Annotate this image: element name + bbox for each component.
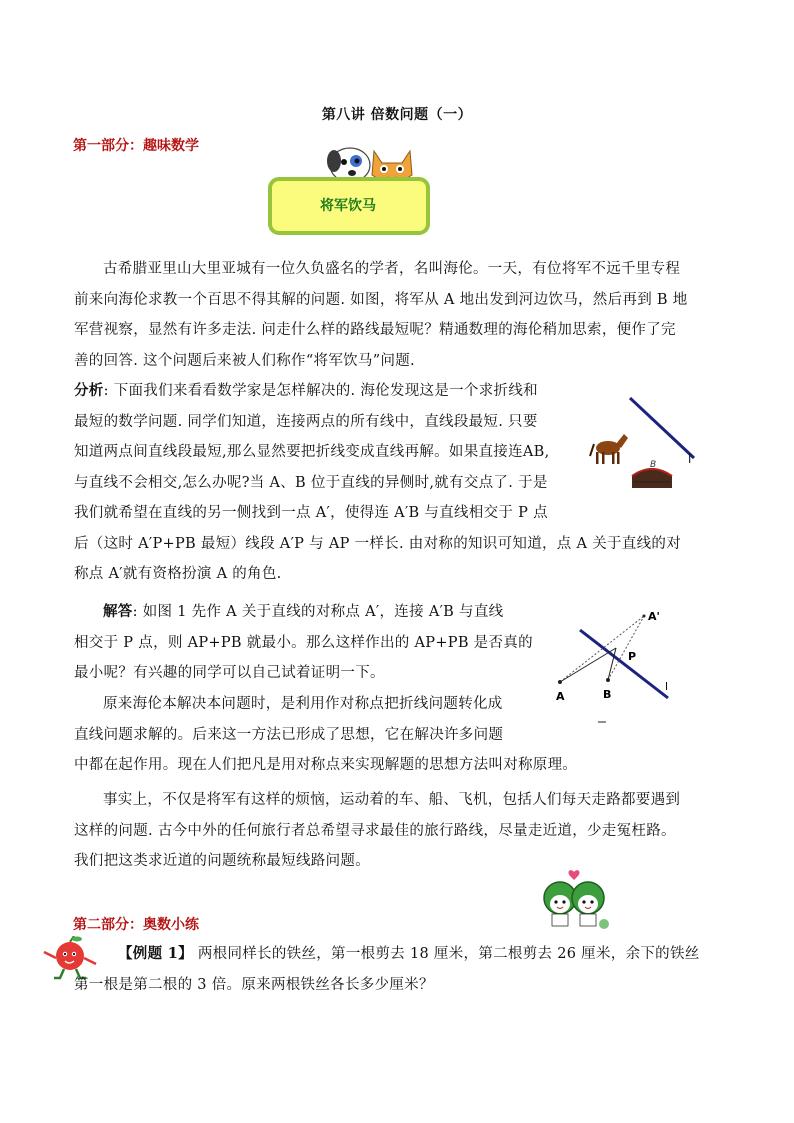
line-label: l <box>688 452 692 466</box>
label-a: A <box>556 690 565 703</box>
banner-label: 将军饮马 <box>320 198 376 214</box>
text-line: 两根同样长的铁丝，第一根剪去 18 厘米，第二根剪去 26 厘米，余下的铁丝 <box>192 946 700 962</box>
point-b-label: B <box>650 460 657 470</box>
text-line: 最小呢？有兴趣的同学可以自己试着证明一下。 <box>74 665 385 681</box>
point-a <box>558 680 562 684</box>
banner-illustration <box>262 145 434 237</box>
text-line: 称点 A′就有资格扮演 A 的角色. <box>74 566 282 582</box>
text-line: 军营视察，显然有许多走法. 问走什么样的路线最短呢？精通数理的海伦稍加思索，便作了完 <box>74 322 676 338</box>
text-line: 中都在起作用。现在人们把凡是用对称点来实现解题的思想方法叫对称原理。 <box>74 757 578 773</box>
mirror-line <box>580 630 668 698</box>
yurt-icon <box>632 468 672 488</box>
text-line: 后（这时 A′P+PB 最短）线段 A′P 与 AP 一样长. 由对称的知识可知道，点 A 关于直线的对 <box>74 535 681 552</box>
segment-ap <box>560 648 616 682</box>
segment-a-prime-b <box>608 616 644 680</box>
text-line: : 如图 1 先作 A 关于直线的对称点 A′，连接 A′B 与直线 <box>132 604 504 620</box>
point-b <box>606 678 610 682</box>
text-line: 前来向海伦求教一个百思不得其解的问题. 如图，将军从 A 地出发到河边饮马，然后再到 B 地 <box>74 291 688 308</box>
text-line: 古希腊亚里山大里亚城有一位久负盛名的学者，名叫海伦。一天，有位将军不远千里专程 <box>103 261 681 277</box>
example-1-label: 【例题 1】 <box>118 945 193 962</box>
section-heading-olympiad-practice: 第二部分：奥数小练 <box>73 917 199 933</box>
text-line: 直线问题求解的。后来这一方法已形成了思想，它在解决许多问题 <box>74 726 504 743</box>
figure-reflection-diagram <box>550 604 680 726</box>
text-line: 知道两点间直线段最短,那么显然要把折线变成直线再解。如果直接连AB, <box>74 444 550 460</box>
text-line: 我们就希望在直线的另一侧找到一点 A′，使得连 A′B 与直线相交于 P 点 <box>74 505 548 521</box>
example-1 <box>74 939 734 1000</box>
horse-icon <box>590 434 628 464</box>
analysis-label: 分析 <box>74 382 104 399</box>
text-line: 事实上，不仅是将军有这样的烦恼，运动着的车、船、飞机，包括人们每天走路都要遇到 <box>103 792 681 808</box>
label-b: B <box>603 688 612 701</box>
river-line <box>630 398 694 458</box>
text-line: 第一根是第二根的 3 倍。原来两根铁丝各长多少厘米？ <box>74 976 434 993</box>
label-p: P <box>628 650 637 663</box>
text-line: 原来海伦本解决本问题时，是利用作对称点把折线问题转化成 <box>103 696 503 712</box>
figure-horse-river <box>588 392 708 502</box>
text-line: : 下面我们来看看数学家是怎样解决的. 海伦发现这是一个求折线和 <box>103 383 538 399</box>
text-line: 最短的数学问题. 同学们知道，连接两点的所有线中，直线段最短. 只要 <box>74 413 538 430</box>
label-l: l <box>665 680 669 693</box>
label-a-prime: A' <box>648 610 660 623</box>
answer-paragraph <box>74 597 554 689</box>
text-line: 相交于 P 点，则 AP+PB 就最小。那么这样作出的 AP+PB 是否真的 <box>74 634 533 651</box>
section-heading-fun-math: 第一部分：趣味数学 <box>73 138 199 154</box>
text-line: 这样的问题. 古今中外的任何旅行者总希望寻求最佳的旅行路线，尽量走近道，少走冤枉路。 <box>74 822 676 839</box>
watermelon-kids-icon <box>538 868 618 934</box>
text-line: 我们把这类求近道的问题统称最短线路问题。 <box>74 853 370 869</box>
point-a-prime <box>643 615 646 618</box>
segment-aa-prime <box>560 616 644 682</box>
text-line: 善的回答. 这个问题后来被人们称作“将军饮马”问题. <box>74 352 415 369</box>
watermelon-kids-illustration <box>538 868 618 934</box>
text-line: 与直线不会相交,怎么办呢?当 A、B 位于直线的异侧时,就有交点了. 于是 <box>74 474 548 491</box>
cartoon-animals-icon <box>262 145 434 237</box>
fact-paragraph <box>74 785 734 877</box>
page-title: 第八讲 倍数问题（一） <box>321 107 473 123</box>
story-paragraph <box>74 254 734 376</box>
answer-label: 解答 <box>103 603 133 620</box>
